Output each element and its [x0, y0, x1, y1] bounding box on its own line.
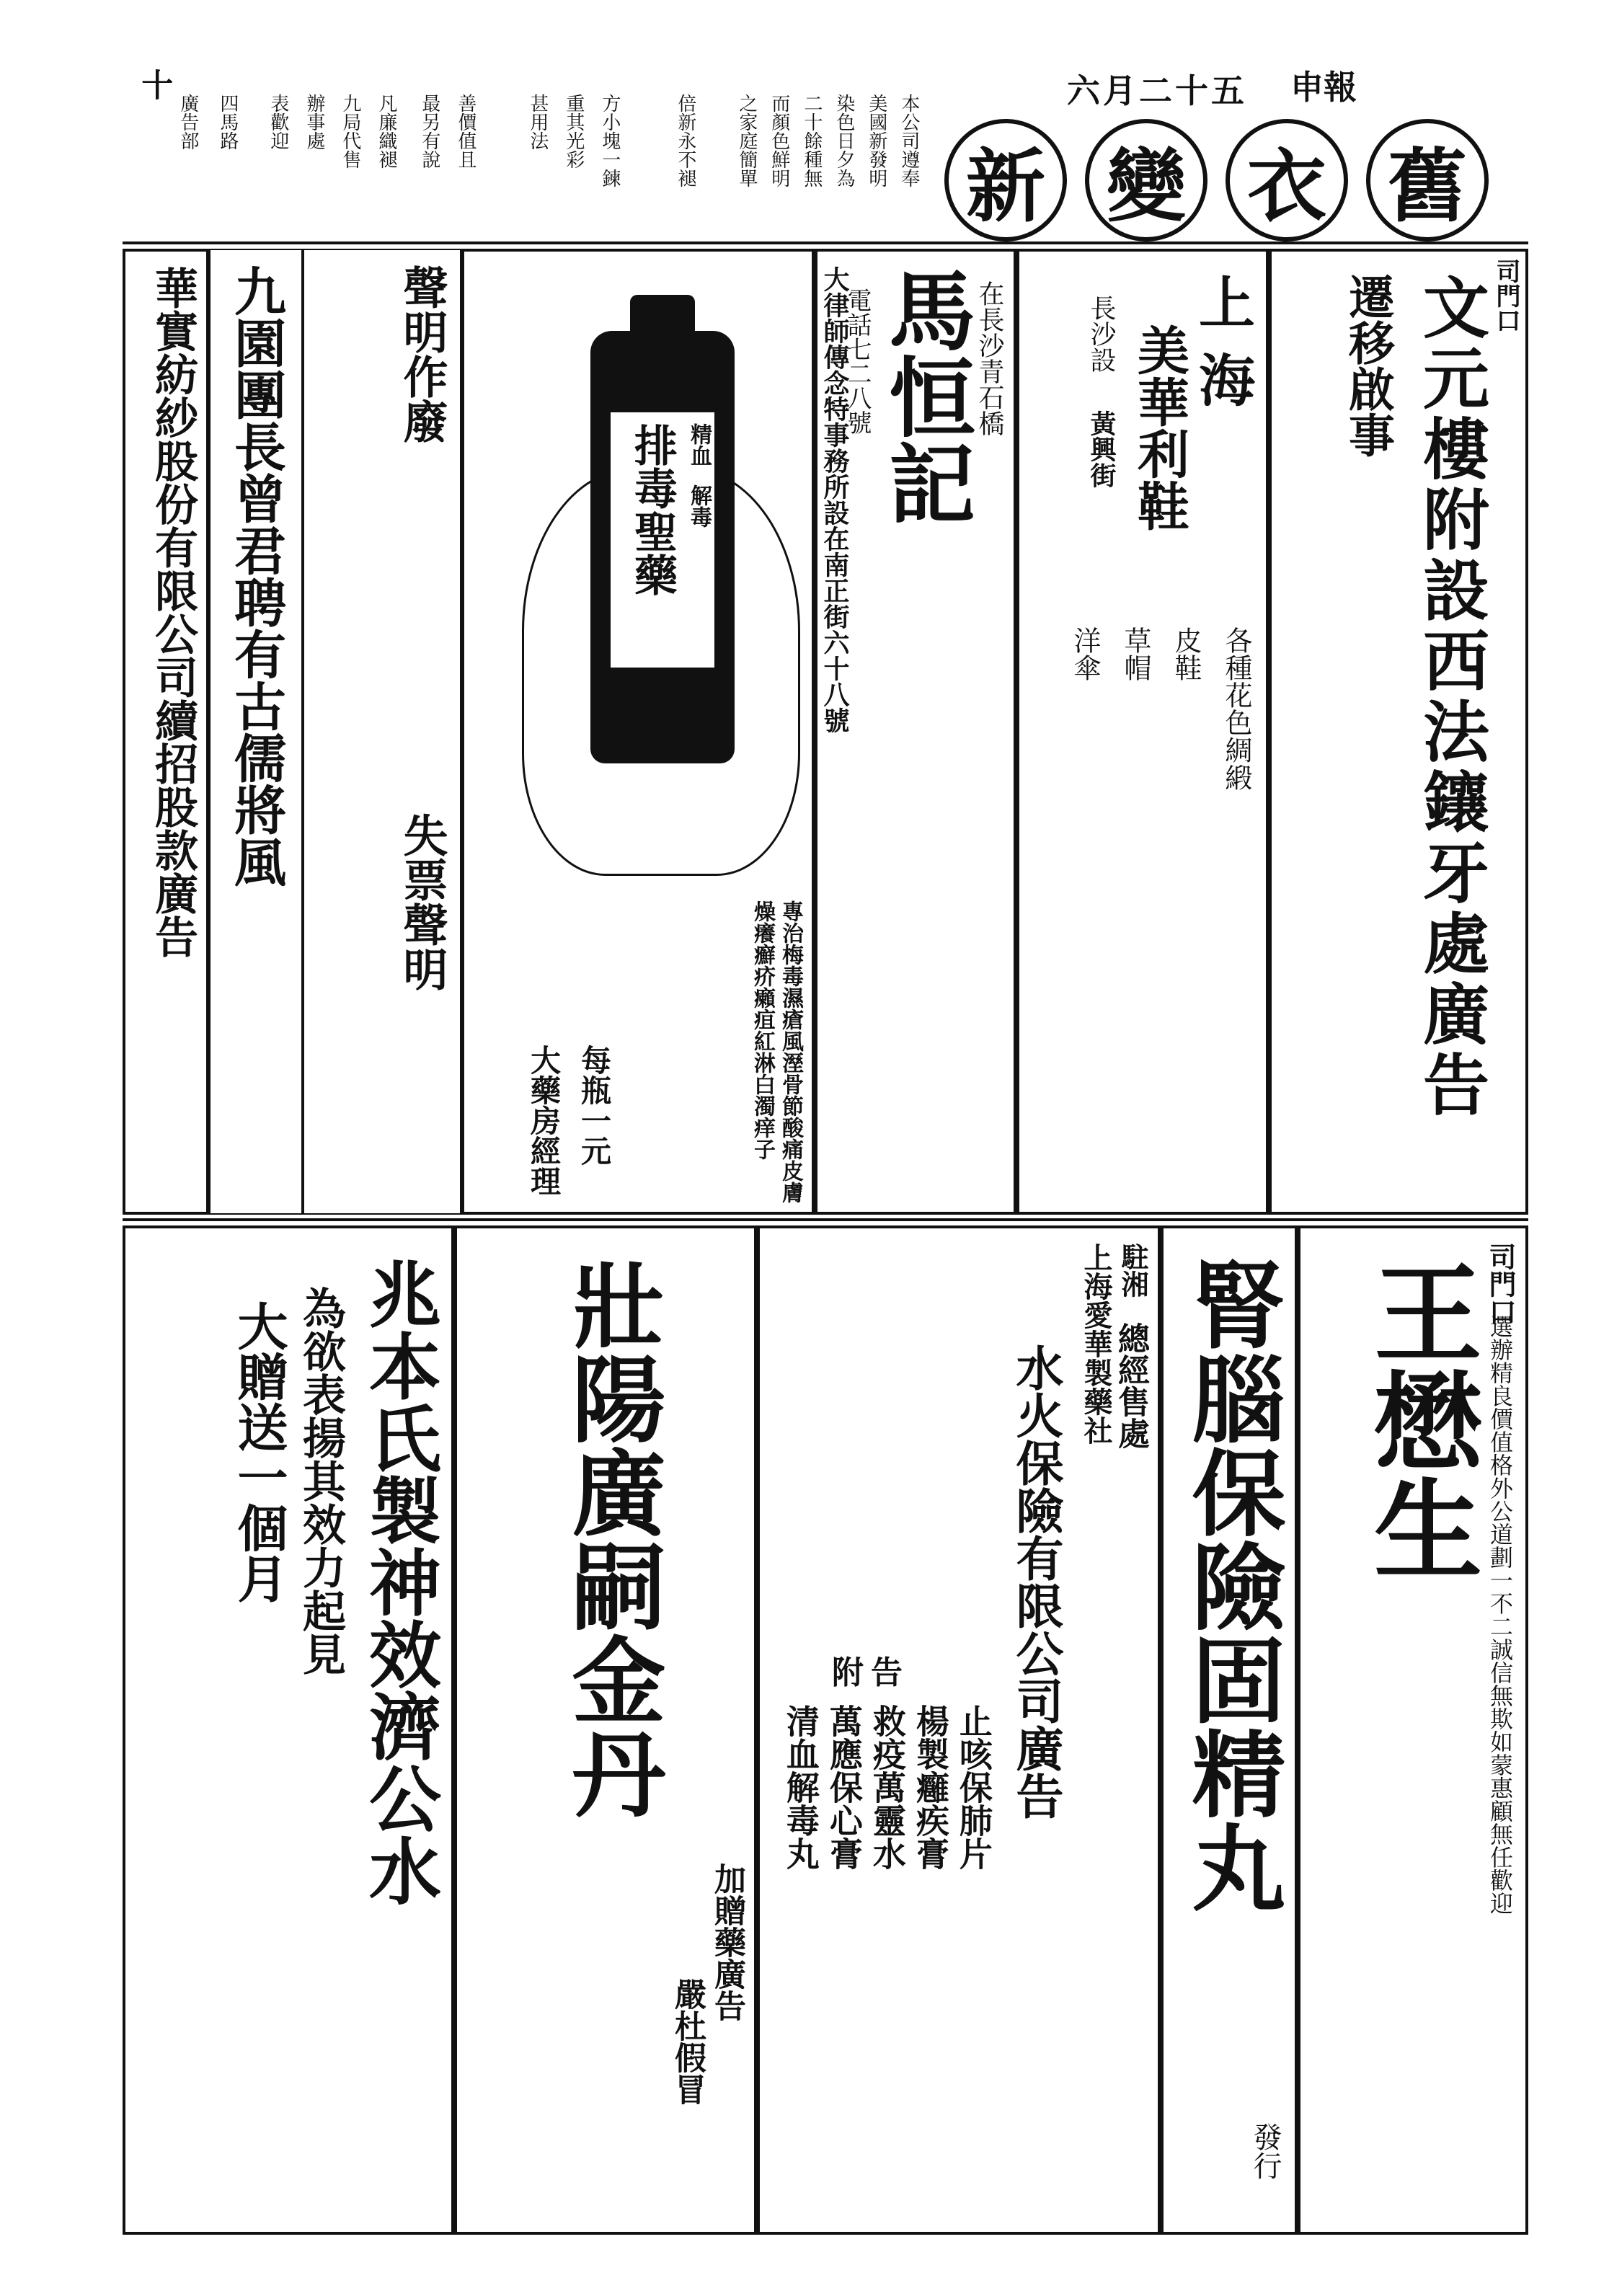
bottle-label	[608, 410, 717, 670]
shuihuo-title: 水火保險有限公司廣告	[1008, 1344, 1064, 1819]
top-note: 重其光彩	[562, 94, 585, 169]
meihuali-item: 各種花色綢緞	[1220, 626, 1252, 791]
zhaoben-slogan: 為欲表揚其效力起見	[296, 1286, 346, 1675]
huashi-title: 華實紡紗股份有限公司續招股款廣告	[148, 266, 198, 958]
statement-lost: 失票聲明	[396, 812, 448, 991]
jiuyuantuan-title: 九園團長曾君聘有古儒將風	[226, 265, 287, 887]
top-note: 凡廉織褪	[375, 94, 397, 169]
ad-medicine	[461, 249, 815, 1215]
product-item: 救疫萬靈水	[867, 1704, 907, 1870]
zhuangyang-extra: 加贈藥廣告	[709, 1863, 745, 2021]
ad-zhuangyang	[454, 1225, 757, 2235]
meihuali-title: 美華利鞋	[1129, 324, 1190, 531]
top-note: 倍新永不褪	[674, 94, 696, 187]
top-note: 之家庭簡單	[735, 94, 758, 187]
masthead-rule	[123, 241, 1528, 244]
middle-rule	[123, 1218, 1528, 1221]
top-note: 最另有說	[418, 94, 440, 169]
ad-shuihuo	[757, 1225, 1161, 2235]
mahengji-phone: 電話七二八號	[843, 288, 872, 435]
title-char-2: 衣	[1226, 119, 1348, 241]
wenyuanlou-notice: 遷移啟事	[1341, 273, 1395, 458]
ad-statements	[303, 249, 461, 1215]
wangmaosheng-subtitle: 選辦精良價值格外公道劃一不二誠信無欺如蒙惠顧無任歡迎	[1486, 1315, 1514, 1915]
meihuali-item: 皮鞋	[1170, 626, 1202, 681]
wangmaosheng-prefix: 司門口	[1484, 1243, 1517, 1325]
ad-shenjiao	[1161, 1225, 1298, 2235]
top-note: 表歡迎	[267, 94, 289, 150]
ad-wenyuanlou	[1269, 249, 1528, 1215]
top-note: 染色日夕為	[833, 94, 855, 187]
ad-wangmaosheng	[1298, 1225, 1528, 2235]
zhuangyang-note: 嚴杜假冒	[669, 1978, 706, 2105]
top-note: 方小塊一鍊	[598, 94, 621, 187]
ad-mahengji	[815, 249, 1016, 1215]
mahengji-lawyer: 大律師傳念特事務所設在南正街六十八號	[820, 266, 850, 733]
shenjiao-extra: 發行	[1249, 2122, 1282, 2180]
medicine-price: 每瓶一元	[577, 1045, 612, 1166]
top-note: 善價值且	[454, 94, 477, 169]
product-item: 止咳保肺片	[954, 1704, 993, 1870]
product-item: 萬應保心膏	[824, 1704, 864, 1870]
meihuali-branch: 長沙設	[1086, 295, 1116, 373]
company-prefix: 司門口	[1492, 259, 1520, 332]
bottle-label-line2: 解毒	[686, 484, 712, 528]
ad-zhaoben	[123, 1225, 454, 2235]
ad-meihuali	[1016, 249, 1269, 1215]
paper-name: 申報	[1290, 68, 1357, 107]
top-note: 辦事處	[303, 94, 325, 150]
top-note: 廣告部	[177, 94, 199, 150]
shenjiao-title: 腎腦保險固精丸	[1176, 1257, 1287, 1913]
bottle-label-line1: 精血	[686, 423, 712, 466]
top-note: 美國新發明	[865, 94, 887, 187]
top-note: 而顏色鮮明	[768, 94, 790, 187]
mahengji-location: 在長沙青石橋	[975, 280, 1004, 436]
title-char-4: 新	[944, 119, 1067, 241]
medicine-desc: 專治梅毒濕瘡風溼骨節酸痛皮膚燥癢癬疥癩疽紅淋白濁痒子	[750, 900, 803, 1203]
zhuangyang-title: 壯陽廣嗣金丹	[557, 1257, 667, 1819]
ad-jiuyuantuan	[209, 249, 303, 1215]
meihuali-item: 洋傘	[1069, 626, 1101, 681]
date-stamp: 六月二十五	[1067, 71, 1247, 110]
statement-void: 聲明作廢	[396, 265, 448, 443]
top-note: 甚用法	[526, 94, 549, 150]
wenyuanlou-title: 文元樓附設西法鑲牙處廣告	[1412, 273, 1490, 1121]
top-note: 四馬路	[216, 94, 239, 150]
page-mark: 十	[136, 68, 173, 100]
wangmaosheng-title: 王懋生	[1355, 1257, 1482, 1582]
bottle-neck-icon	[630, 295, 695, 345]
meihuali-city: 上海	[1189, 273, 1255, 429]
title-char-3: 變	[1085, 119, 1207, 241]
title-char-1: 舊	[1366, 119, 1489, 241]
meihuali-item: 草帽	[1120, 626, 1151, 681]
ad-huashi	[123, 249, 209, 1215]
zhaoben-gift: 大贈送一個月	[229, 1300, 289, 1603]
zhaoben-title: 兆本氏製神效濟公水	[357, 1257, 442, 1906]
medicine-agent: 大藥房經理	[526, 1045, 562, 1196]
medicine-name: 排毒聖藥	[627, 423, 678, 596]
product-item: 清血解毒丸	[781, 1704, 820, 1870]
shuihuo-agency: 總經售處	[1112, 1322, 1149, 1449]
top-note: 二十餘種無	[800, 94, 823, 187]
product-item: 楊製癰疾膏	[910, 1704, 950, 1870]
shuihuo-company: 上海愛華製藥社	[1079, 1243, 1113, 1445]
meihuali-street: 黃興街	[1086, 410, 1117, 488]
shuihuo-prefix: 駐湘	[1117, 1243, 1149, 1298]
mahengji-title: 馬恒記	[874, 266, 976, 526]
supplement-label: 附告	[832, 1654, 910, 1691]
top-note: 本公司遵奉	[898, 94, 920, 187]
top-note: 九局代售	[339, 94, 361, 169]
